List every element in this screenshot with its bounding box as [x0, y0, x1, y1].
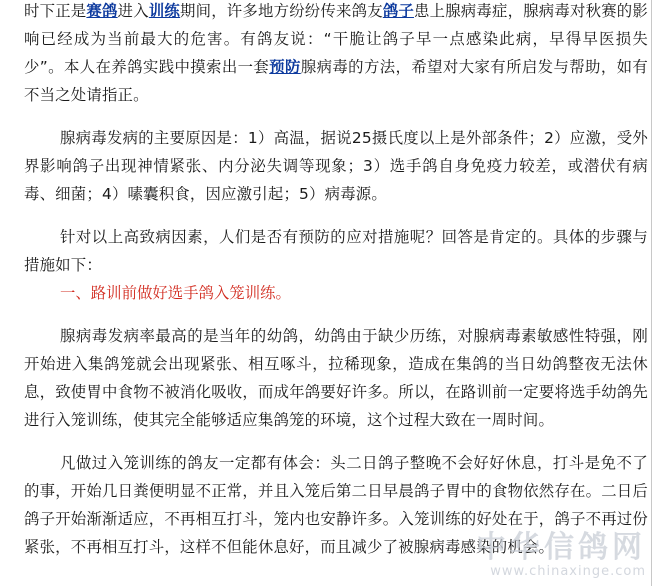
- keyword-link-training[interactable]: 训练: [148, 2, 181, 20]
- keyword-link-pigeon[interactable]: 鸽子: [382, 2, 415, 20]
- intro-paragraph: [24, 0, 648, 109]
- intro-text-5: 腺病毒的方法，希望对大家有所启发与帮助，如有不当之处请指正。: [24, 58, 648, 104]
- intro-text-4: 患上腺病毒症，腺病毒对秋赛的影响已经成为当前最大的危害。有鸽友说：“干脆让鸽子早一点感染此病，早得早医损失少”。本人在养鸽实践中摸索出一套: [24, 2, 648, 76]
- cage-training-paragraph: 凡做过入笼训练的鸽友一定都有体会：头二日鸽子整晚不会好好休息，打斗是免不了的事，开始几日粪便明显不正常，并且入笼后第二日早晨鸽子胃中的食物依然存在。二日后鸽子开始渐渐适应，不再相互打斗，笼内也安静许多。入笼训练的好处在于，鸽子不再过份紧张，不再相互打斗，这样不但能休息好，而且减少了被腺病毒感染的机会。: [24, 454, 648, 556]
- intro-text-3: 期间，许多地方纷纷传来鸽友: [180, 2, 383, 20]
- young-pigeon-paragraph: 腺病毒发病率最高的是当年的幼鸽，幼鸽由于缺少历练，对腺病毒素敏感性特强，刚开始进入集鸽笼就会出现紧张、相互啄斗，拉稀现象，造成在集鸽的当日幼鸽整夜无法休息，致使胃中食物不被消化吸收，而成年鸽要好许多。所以，在路训前一定要将选手幼鸽先进行入笼训练，使其完全能够适应集鸽笼的环境，这个过程大致在一周时间。: [24, 327, 648, 429]
- intro-text-1: 时下正是: [24, 2, 87, 20]
- measures-intro-paragraph: 针对以上高致病因素，人们是否有预防的应对措施呢？回答是肯定的。具体的步骤与措施如下：: [24, 228, 648, 274]
- watermark-url: www.chinaxinge.com: [490, 564, 646, 579]
- causes-paragraph: 腺病毒发病的主要原因是：1）高温，据说25摄氏度以上是外部条件；2）应激，受外界影响鸽子出现神情紧张、内分泌失调等现象；3）选手鸽自身免疫力较差，或潜伏有病毒、细菌；4）嗉囊积食，因应激引起；5）病毒源。: [24, 129, 648, 203]
- watermark-title: 中华信鸽网: [476, 530, 646, 565]
- section-heading-1: 一、路训前做好选手鸽入笼训练。: [60, 284, 291, 302]
- intro-text-2: 进入: [117, 2, 149, 20]
- keyword-link-racing-pigeon[interactable]: 赛鸽: [86, 2, 118, 20]
- keyword-link-prevention[interactable]: 预防: [269, 58, 301, 76]
